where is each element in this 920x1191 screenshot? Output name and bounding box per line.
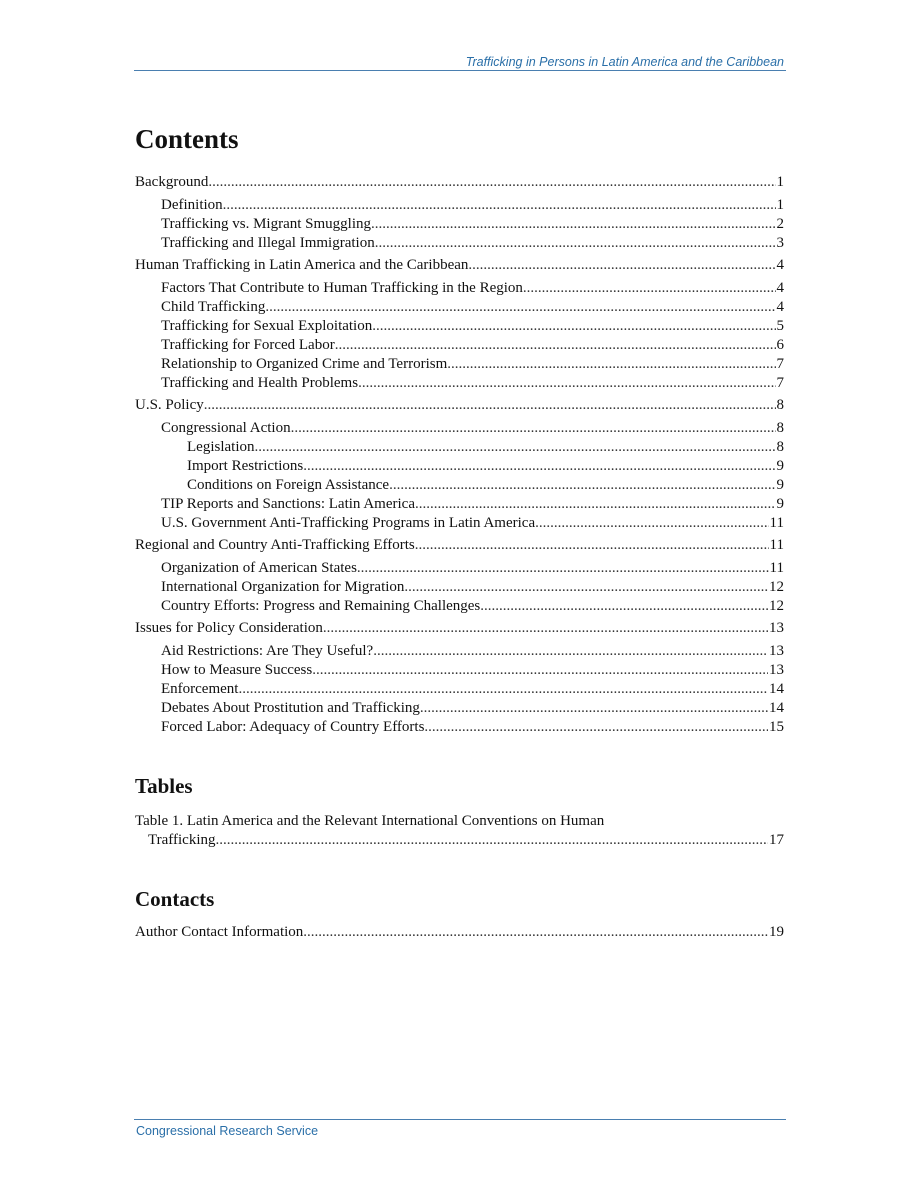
toc-entry-page: 13 [769, 620, 784, 636]
dot-leader [303, 457, 775, 476]
toc-entry-page: 6 [776, 337, 784, 353]
dot-leader [223, 196, 776, 215]
toc-entry-label: U.S. Government Anti-Trafficking Programs in Latin America [161, 515, 536, 531]
toc-entry-label: Relationship to Organized Crime and Terrorism [161, 356, 448, 372]
toc-entry[interactable] [161, 718, 784, 737]
table-entry-page: 17 [769, 832, 784, 848]
dot-leader [335, 336, 776, 355]
toc-entry-page: 3 [776, 235, 784, 251]
toc-entry-page: 7 [776, 375, 784, 391]
toc-entry-label: Trafficking and Illegal Immigration [161, 235, 375, 251]
dot-leader [312, 661, 768, 680]
dot-leader [389, 476, 775, 495]
toc-entry-page: 11 [769, 537, 784, 553]
toc-entry-page: 11 [769, 560, 784, 576]
page-footer [134, 1119, 786, 1138]
dot-leader [208, 173, 775, 192]
dot-leader [204, 396, 776, 415]
toc-entry-page: 1 [776, 174, 784, 190]
dot-leader [303, 923, 768, 942]
toc-entry-label: International Organization for Migration [161, 579, 405, 595]
dot-leader [523, 279, 776, 298]
contents-heading: Contents [135, 124, 239, 154]
toc-entry[interactable] [135, 256, 784, 275]
toc-entry[interactable] [161, 279, 784, 298]
toc-entry[interactable] [161, 419, 784, 438]
toc-entry-label: Aid Restrictions: Are They Useful? [161, 643, 374, 659]
table-entry-title: Table 1. Latin America and the Relevant International Conventions on Human [135, 813, 605, 829]
toc-entry-page: 13 [769, 662, 784, 678]
toc-entry[interactable] [161, 234, 784, 253]
toc-entry[interactable] [161, 578, 784, 597]
toc-entry-page: 9 [776, 458, 784, 474]
dot-leader [238, 680, 768, 699]
toc-entry-label: Regional and Country Anti-Trafficking Efforts [135, 537, 415, 553]
toc-entry-page: 9 [776, 477, 784, 493]
toc-entry-label: Definition [161, 197, 223, 213]
toc-entry-page: 4 [776, 280, 784, 296]
toc-entry[interactable] [161, 514, 784, 533]
table-entry-title-cont: Trafficking [148, 832, 216, 848]
dot-leader [424, 718, 768, 737]
dot-leader [447, 355, 775, 374]
toc-entry-label: Author Contact Information [135, 924, 304, 940]
toc-entry-label: Factors That Contribute to Human Trafficking in the Region [161, 280, 523, 296]
toc-entry[interactable] [161, 336, 784, 355]
toc-entry-label: Conditions on Foreign Assistance [187, 477, 390, 493]
table-entry-1[interactable] [135, 812, 784, 850]
toc-entry-page: 4 [776, 299, 784, 315]
dot-leader [265, 298, 775, 317]
toc-entry-label: Trafficking and Health Problems [161, 375, 359, 391]
toc-entry[interactable] [135, 396, 784, 415]
toc-entry-label: How to Measure Success [161, 662, 313, 678]
dot-leader [480, 597, 768, 616]
dot-leader [415, 495, 776, 514]
toc-entry[interactable] [135, 536, 784, 555]
toc-entry[interactable] [161, 559, 784, 578]
toc-entry[interactable] [135, 619, 784, 638]
toc-entry-label: TIP Reports and Sanctions: Latin America [161, 496, 415, 512]
toc-entry[interactable] [161, 298, 784, 317]
toc-entry[interactable] [161, 642, 784, 661]
toc-entry-label: Trafficking vs. Migrant Smuggling [161, 216, 372, 232]
dot-leader [371, 215, 775, 234]
dot-leader [415, 536, 769, 555]
dot-leader [323, 619, 768, 638]
toc-entry[interactable] [161, 355, 784, 374]
toc-entry-label: Import Restrictions [187, 458, 304, 474]
page-header [134, 54, 786, 71]
dot-leader [358, 374, 775, 393]
toc-entry-page: 19 [769, 924, 784, 940]
footer-publisher: Congressional Research Service [136, 1124, 319, 1138]
toc-entry-page: 12 [769, 579, 784, 595]
dot-leader [291, 419, 776, 438]
contacts-heading: Contacts [135, 887, 215, 911]
toc-entry[interactable] [161, 661, 784, 680]
dot-leader [404, 578, 768, 597]
dot-leader [468, 256, 775, 275]
dot-leader [373, 642, 768, 661]
dot-leader [255, 438, 776, 457]
toc-entry-label: Legislation [187, 439, 255, 455]
toc-entry[interactable] [161, 317, 784, 336]
toc-entry[interactable] [187, 457, 784, 476]
toc-entry-page: 4 [776, 257, 784, 273]
toc-entry-label: Congressional Action [161, 420, 291, 436]
toc-entry[interactable] [161, 597, 784, 616]
dot-leader [216, 831, 769, 850]
toc-entry-page: 8 [776, 439, 784, 455]
toc-entry-page: 8 [776, 397, 784, 413]
toc-entry-label: Organization of American States [161, 560, 357, 576]
toc-entry[interactable] [187, 476, 784, 495]
toc-entry-label: Issues for Policy Consideration [135, 620, 323, 636]
toc-entry-page: 7 [776, 356, 784, 372]
toc-entry[interactable] [161, 495, 784, 514]
toc-entry-label: Trafficking for Forced Labor [161, 337, 335, 353]
toc-entry-page: 14 [769, 681, 784, 697]
toc-entry-page: 1 [776, 197, 784, 213]
toc-entry[interactable] [187, 438, 784, 457]
dot-leader [420, 699, 768, 718]
toc-entry[interactable] [161, 374, 784, 393]
dot-leader [535, 514, 768, 533]
toc-entry-page: 12 [769, 598, 784, 614]
tables-heading: Tables [135, 774, 193, 798]
toc-entry-page: 9 [776, 496, 784, 512]
toc-entry[interactable] [135, 923, 784, 942]
toc-entry[interactable] [161, 215, 784, 234]
toc-entry[interactable] [161, 196, 784, 215]
table-entry-continuation [135, 831, 784, 850]
toc-entry-label: Forced Labor: Adequacy of Country Efforts [161, 719, 425, 735]
toc-entry[interactable] [161, 699, 784, 718]
dot-leader [372, 317, 775, 336]
toc-entry-page: 8 [776, 420, 784, 436]
toc-entry-label: U.S. Policy [135, 397, 204, 413]
toc-entry-page: 2 [776, 216, 784, 232]
toc-entry[interactable] [135, 173, 784, 192]
toc-entry-label: Country Efforts: Progress and Remaining Challenges [161, 598, 481, 614]
toc-entry-page: 14 [769, 700, 784, 716]
dot-leader [375, 234, 776, 253]
toc-entry-page: 11 [769, 515, 784, 531]
toc-entry[interactable] [161, 680, 784, 699]
dot-leader [357, 559, 769, 578]
toc-entry-page: 5 [776, 318, 784, 334]
toc-entry-label: Enforcement [161, 681, 239, 697]
running-title: Trafficking in Persons in Latin America and the Caribbean [465, 55, 784, 69]
toc-entry-label: Debates About Prostitution and Trafficking [161, 700, 420, 716]
toc-entry-label: Child Trafficking [161, 299, 266, 315]
toc-entry-page: 13 [769, 643, 784, 659]
toc-entry-label: Human Trafficking in Latin America and the Caribbean [135, 257, 469, 273]
toc-entry-label: Background [135, 174, 209, 190]
toc-entry-label: Trafficking for Sexual Exploitation [161, 318, 373, 334]
toc-entry-page: 15 [769, 719, 784, 735]
